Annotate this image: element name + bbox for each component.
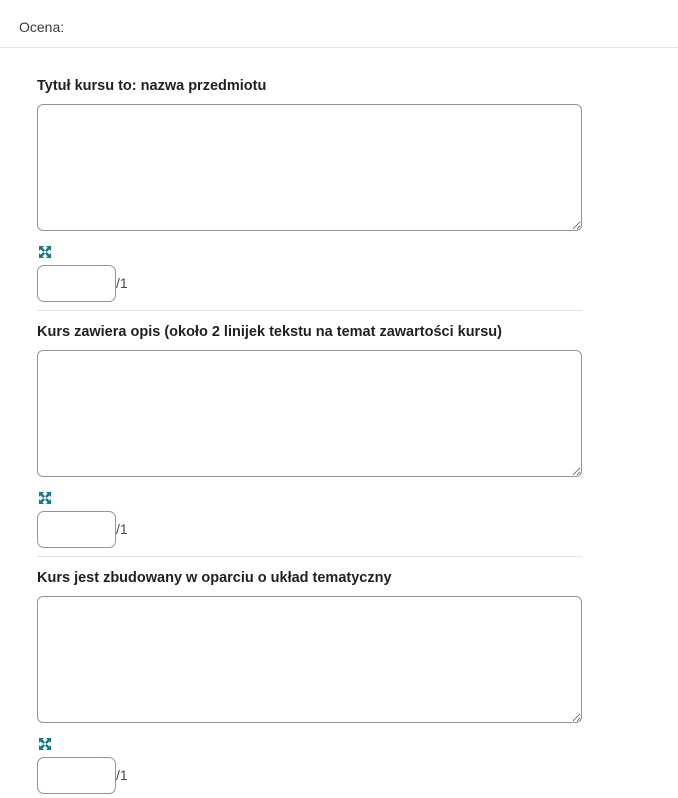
score-max-label: /1 [116,521,128,537]
divider [37,556,582,557]
score-input[interactable] [37,265,116,302]
criterion-title: Tytuł kursu to: nazwa przedmiotu [37,78,267,94]
score-max-label: /1 [116,275,128,291]
expand-icon[interactable] [38,491,52,505]
criterion-remark-textarea[interactable] [37,104,582,231]
criterion-remark-textarea[interactable] [37,596,582,723]
criterion-remark-textarea[interactable] [37,350,582,477]
expand-icon[interactable] [38,245,52,259]
score-row [37,757,237,794]
criterion-title: Kurs jest zbudowany w oparciu o układ tematyczny [37,570,392,586]
score-row [37,265,237,302]
divider [37,310,582,311]
score-max-label: /1 [116,767,128,783]
score-input[interactable] [37,757,116,794]
grading-header [0,0,678,48]
expand-icon[interactable] [38,737,52,751]
score-row [37,511,237,548]
score-input[interactable] [37,511,116,548]
criterion-title: Kurs zawiera opis (około 2 linijek tekstu na temat zawartości kursu) [37,324,502,340]
grade-label: Ocena: [19,19,65,35]
